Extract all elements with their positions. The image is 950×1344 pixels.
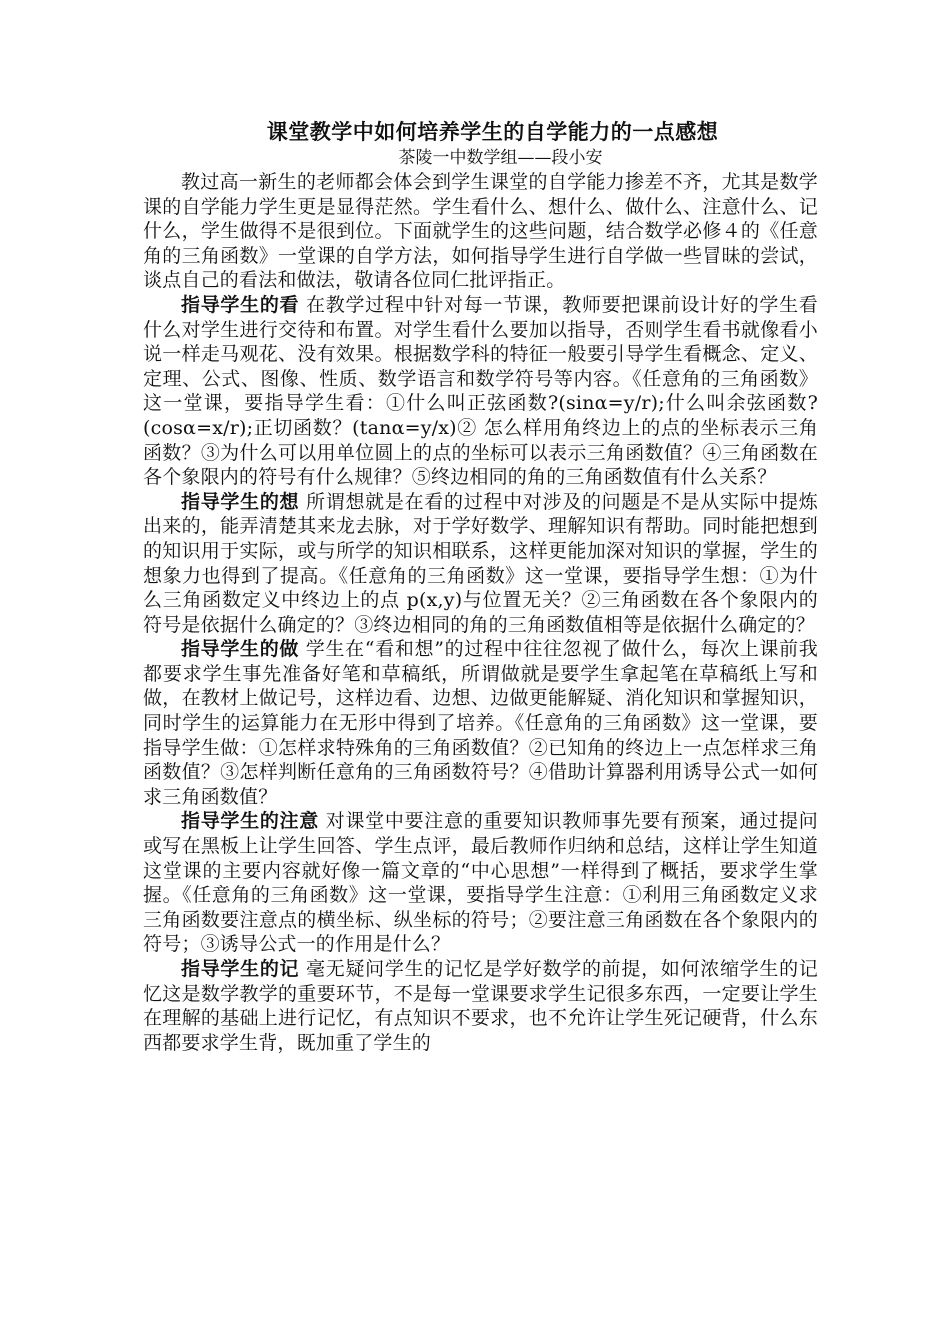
document-author: 茶陵一中数学组——段小安 (398, 148, 603, 168)
section-heading-attention: 指导学生的注意 (181, 810, 319, 833)
section-text-attention: 对课堂中要注意的重要知识教师事先要有预案，通过提问或写在黑板上让学生回答、学生点评，最后教师作归纳和总结，这样让学生知道这堂课的主要内容就好像一篇文章的“中心思想”一样得到了概括，要求学生掌握。《任意角的三角函数》这一堂课，要指导学生注意：①利用三角函数定义求三角函数要注意点的横坐标、纵坐标的符号；②要注意三角函数在各个象限内的符号；③诱导公式一的作用是什么？ (143, 810, 818, 956)
section-paragraph-do (143, 637, 818, 809)
section-heading-remember: 指导学生的记 (181, 958, 300, 980)
section-paragraph-attention (143, 809, 818, 957)
section-heading-do: 指导学生的做 (181, 638, 300, 661)
section-text-look: 在教学过程中针对每一节课，教师要把课前设计好的学生看什么对学生进行交待和布置。对学生看什么要加以指导，否则学生看书就像看小说一样走马观花、没有效果。根据数学科的特征一般要引导学生看概念、定义、定理、公式、图像、性质、数学语言和数学符号等内容。《任意角的三角函数》这一堂课，要指导学生看：①什么叫正弦函数?(sinα=y/r);什么叫余弦函数?(cosα=x/r);正切函数？(tanα=y/x)② 怎么样用角终边上的点的坐标表示三角函数？③为什么可以用单位圆上的点的坐标可以表示三角函数值？④三角函数在各个象限内的符号有什么规律？⑤终边相同的角的三角函数值有什么关系？ (143, 293, 818, 489)
section-text-do: 学生在“看和想”的过程中往往忽视了做什么，每次上课前我都要求学生事先准备好笔和草稿纸，所谓做就是要学生拿起笔在草稿纸上写和做，在教材上做记号，这样边看、边想、边做更能解疑、消化知识和掌握知识，同时学生的运算能力在无形中得到了培养。《任意角的三角函数》这一堂课，要指导学生做：①怎样求特殊角的三角函数值？②已知角的终边上一点怎样求三角函数值？③怎样判断任意角的三角函数符号？④借助计算器利用诱导公式一如何求三角函数值？ (143, 638, 818, 808)
section-heading-look: 指导学生的看 (181, 293, 300, 316)
section-heading-think: 指导学生的想 (181, 490, 300, 513)
section-paragraph-remember (143, 957, 818, 1055)
section-paragraph-think (143, 490, 818, 638)
section-text-remember: 毫无疑问学生的记忆是学好数学的前提，如何浓缩学生的记忆这是数学教学的重要环节，不是每一堂课要求学生记很多东西，一定要让学生在理解的基础上进行记忆，有点知识不要求，也不允许让学生死记硬背，什么东西都要求学生背，既加重了学生的 (143, 958, 818, 1054)
section-text-think: 所谓想就是在看的过程中对涉及的问题是不是从实际中提炼出来的，能弄清楚其来龙去脉，对于学好数学、理解知识有帮助。同时能把想到的知识用于实际，或与所学的知识相联系，这样更能加深对知识的掌握，学生的想象力也得到了提高。《任意角的三角函数》这一堂课，要指导学生想：①为什么三角函数定义中终边上的点 p(x,y)与位置无关？②三角函数在各个象限内的符号是依据什么确定的？③终边相同的角的三角函数值相等是依据什么确定的？ (143, 490, 818, 636)
document-title: 课堂教学中如何培养学生的自学能力的一点感想 (266, 119, 719, 144)
intro-paragraph: 教过高一新生的老师都会体会到学生课堂的自学能力掺差不齐，尤其是数学课的自学能力学生更是显得茫然。学生看什么、想什么、做什么、注意什么、记什么，学生做得不是很到位。下面就学生的这些问题，结合数学必修４的《任意角的三角函数》一堂课的自学方法，如何指导学生进行自学做一些冒昧的尝试，谈点自己的看法和做法，敬请各位同仁批评指正。 (143, 171, 818, 292)
section-paragraph-look (143, 293, 818, 490)
